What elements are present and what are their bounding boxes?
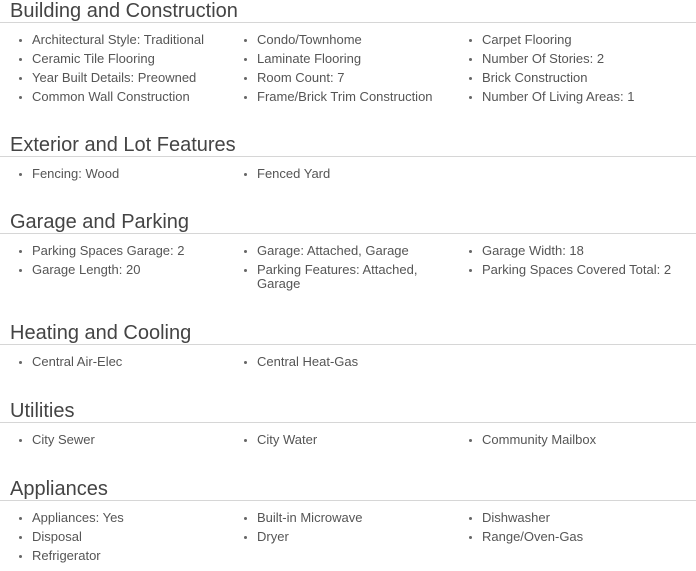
feature-item: Parking Features: Attached, Garage bbox=[235, 263, 425, 291]
feature-item: Central Air-Elec bbox=[10, 355, 225, 369]
feature-grid bbox=[0, 355, 696, 375]
feature-item: Range/Oven-Gas bbox=[460, 530, 692, 544]
feature-item: Disposal bbox=[10, 530, 225, 544]
section-divider bbox=[0, 344, 696, 345]
feature-column-3 bbox=[460, 33, 692, 109]
feature-column-1 bbox=[10, 244, 225, 282]
feature-item: Parking Spaces Covered Total: 2 bbox=[460, 263, 692, 277]
section-divider bbox=[0, 233, 696, 234]
section-title: Utilities bbox=[10, 400, 75, 422]
section-exterior-and-lot-features bbox=[0, 134, 696, 187]
feature-column-1 bbox=[10, 33, 225, 109]
feature-item: Dryer bbox=[235, 530, 447, 544]
section-divider bbox=[0, 22, 696, 23]
feature-item: Built-in Microwave bbox=[235, 511, 447, 525]
feature-grid bbox=[0, 167, 696, 187]
feature-column-2 bbox=[235, 167, 447, 186]
feature-grid bbox=[0, 244, 696, 304]
feature-column-1 bbox=[10, 433, 225, 452]
feature-item: Ceramic Tile Flooring bbox=[10, 52, 225, 66]
feature-column-3 bbox=[460, 433, 692, 452]
feature-item: Number Of Living Areas: 1 bbox=[460, 90, 692, 104]
section-utilities bbox=[0, 400, 696, 453]
feature-item: Brick Construction bbox=[460, 71, 692, 85]
feature-column-2 bbox=[235, 511, 447, 549]
feature-column-1 bbox=[10, 511, 225, 568]
feature-item: Frame/Brick Trim Construction bbox=[235, 90, 447, 104]
feature-item: Fencing: Wood bbox=[10, 167, 225, 181]
feature-item: Garage: Attached, Garage bbox=[235, 244, 425, 258]
feature-item: Carpet Flooring bbox=[460, 33, 692, 47]
section-divider bbox=[0, 500, 696, 501]
feature-item: Fenced Yard bbox=[235, 167, 447, 181]
feature-item: Refrigerator bbox=[10, 549, 225, 563]
feature-item: Laminate Flooring bbox=[235, 52, 447, 66]
feature-column-2 bbox=[235, 355, 447, 374]
feature-item: Garage Width: 18 bbox=[460, 244, 692, 258]
section-title: Heating and Cooling bbox=[10, 322, 192, 344]
section-appliances bbox=[0, 478, 696, 571]
feature-column-3 bbox=[460, 244, 692, 282]
section-divider bbox=[0, 156, 696, 157]
feature-column-2 bbox=[235, 33, 447, 109]
section-divider bbox=[0, 422, 696, 423]
feature-item: Architectural Style: Traditional bbox=[10, 33, 225, 47]
section-title: Building and Construction bbox=[10, 0, 238, 22]
section-title: Garage and Parking bbox=[10, 211, 190, 233]
feature-item: Central Heat-Gas bbox=[235, 355, 447, 369]
feature-item: Community Mailbox bbox=[460, 433, 692, 447]
feature-column-1 bbox=[10, 355, 225, 374]
feature-item: Condo/Townhome bbox=[235, 33, 447, 47]
feature-grid bbox=[0, 433, 696, 453]
feature-column-2 bbox=[235, 244, 425, 296]
feature-item: Dishwasher bbox=[460, 511, 692, 525]
feature-item: Year Built Details: Preowned bbox=[10, 71, 225, 85]
section-title: Exterior and Lot Features bbox=[10, 134, 236, 156]
section-garage-and-parking bbox=[0, 211, 696, 304]
feature-item: Room Count: 7 bbox=[235, 71, 447, 85]
feature-item: Common Wall Construction bbox=[10, 90, 225, 104]
feature-grid bbox=[0, 511, 696, 571]
feature-item: Appliances: Yes bbox=[10, 511, 225, 525]
feature-grid bbox=[0, 33, 696, 125]
section-building-and-construction bbox=[0, 0, 696, 125]
section-heating-and-cooling bbox=[0, 322, 696, 375]
feature-item: City Sewer bbox=[10, 433, 225, 447]
feature-item: Number Of Stories: 2 bbox=[460, 52, 692, 66]
feature-column-2 bbox=[235, 433, 447, 452]
section-title: Appliances bbox=[10, 478, 108, 500]
feature-column-3 bbox=[460, 511, 692, 549]
feature-item: Garage Length: 20 bbox=[10, 263, 225, 277]
feature-item: Parking Spaces Garage: 2 bbox=[10, 244, 225, 258]
feature-column-1 bbox=[10, 167, 225, 186]
feature-item: City Water bbox=[235, 433, 447, 447]
